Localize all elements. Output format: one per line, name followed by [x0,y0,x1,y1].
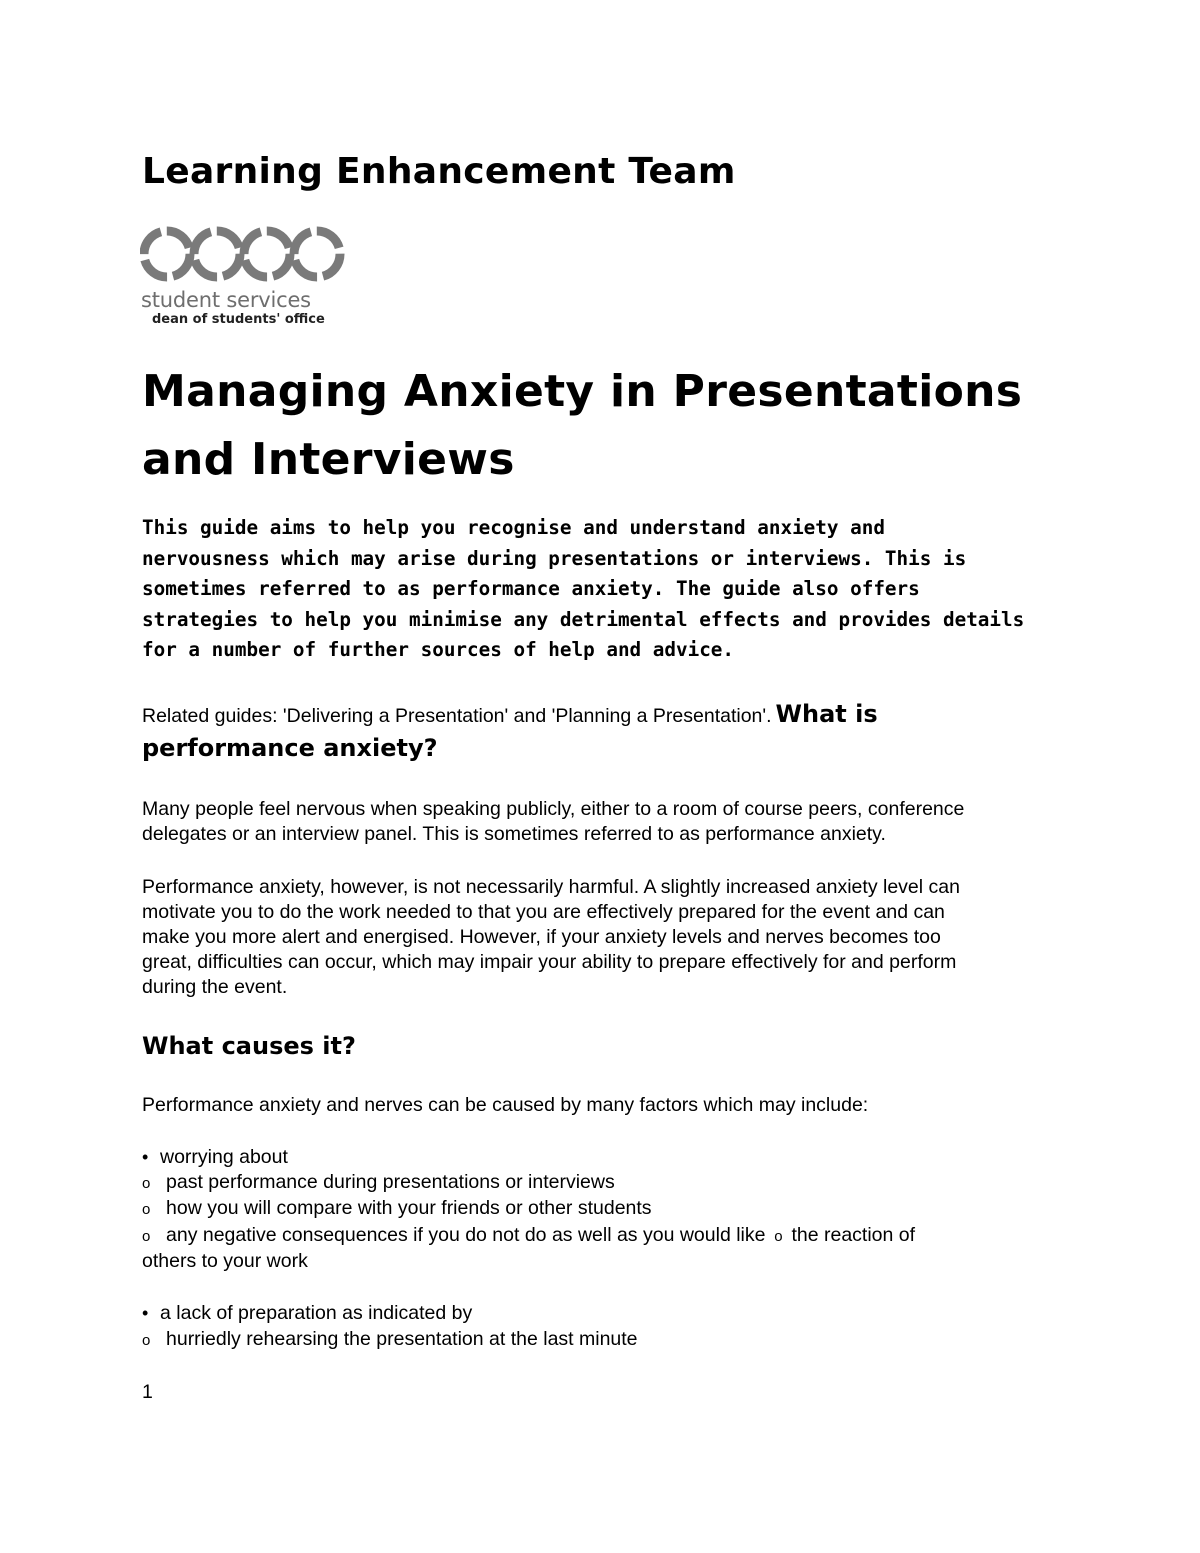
heading-causes: What causes it? [142,1032,356,1060]
rings-logo-icon [140,222,346,286]
list-item-text: worrying about [160,1146,288,1168]
bullet-icon: • [142,1303,149,1323]
paragraph-performance [142,875,1072,1000]
related-guides-text: Related guides: 'Delivering a Presentation' and 'Planning a Presentation'. [142,705,772,727]
list-subitem [142,1196,652,1222]
paragraph-line: Performance anxiety, however, is not necessarily harmful. A slightly increased anxiety level can [142,876,960,898]
causes-intro: Performance anxiety and nerves can be caused by many factors which may include: [142,1094,869,1116]
paragraph-line: delegates or an interview panel. This is sometimes referred to as performance anxiety. [142,823,886,845]
document-title: Managing Anxiety in Presentations and Interviews [142,366,1023,485]
list-item [142,1301,472,1326]
list-subitem [142,1327,638,1353]
intro-line: This guide aims to help you recognise and understand anxiety and [142,516,885,539]
paragraph-line: great, difficulties can occur, which may impair your ability to prepare effectively for and perform [142,951,957,973]
bullet-icon: • [142,1147,149,1167]
list-subitem-text: hurriedly rehearsing the presentation at the last minute [166,1328,638,1350]
intro-line: sometimes referred to as performance anxiety. The guide also offers [142,577,920,600]
list-subitem-continuation: others to your work [142,1250,308,1272]
circle-bullet-icon: o [142,1175,151,1192]
list-subitem-text: past performance during presentations or interviews [166,1171,615,1193]
paragraph-nervous [142,797,1072,847]
paragraph-line: during the event. [142,976,288,998]
heading-what-is-part1: What is [775,700,878,728]
circle-bullet-icon: o [142,1228,151,1245]
intro-paragraph [142,513,1062,666]
intro-line: strategies to help you minimise any detrimental effects and provides details [142,607,1025,631]
list-item [142,1145,288,1170]
list-subitem [142,1223,915,1249]
paragraph-line: Many people feel nervous when speaking publicly, either to a room of course peers, conference [142,798,965,820]
heading-what-is-part2: performance anxiety? [142,734,438,762]
logo-text-student-services: student services [141,288,311,312]
circle-bullet-icon: o [774,1228,783,1245]
circle-bullet-icon: o [142,1201,151,1218]
paragraph-line: motivate you to do the work needed to that you are effectively prepared for the event and can [142,901,945,923]
list-subitem-text: any negative consequences if you do not do as well as you would like [166,1224,766,1246]
circle-bullet-icon: o [142,1332,151,1349]
list-subitem [142,1170,615,1196]
related-guides [142,700,1082,766]
page-number: 1 [142,1381,153,1403]
student-services-logo [140,222,346,330]
intro-line: nervousness which may arise during presentations or interviews. This is [142,546,967,570]
list-subitem-text: how you will compare with your friends or other students [166,1197,652,1219]
list-item-text: a lack of preparation as indicated by [160,1302,473,1324]
paragraph-line: make you more alert and energised. However, if your anxiety levels and nerves becomes too [142,926,941,948]
intro-line: for a number of further sources of help and advice. [142,638,735,661]
list-subitem-text: the reaction of [791,1224,916,1246]
logo-text-dean-office: dean of students' office [152,312,325,327]
team-title: Learning Enhancement Team [142,151,736,192]
